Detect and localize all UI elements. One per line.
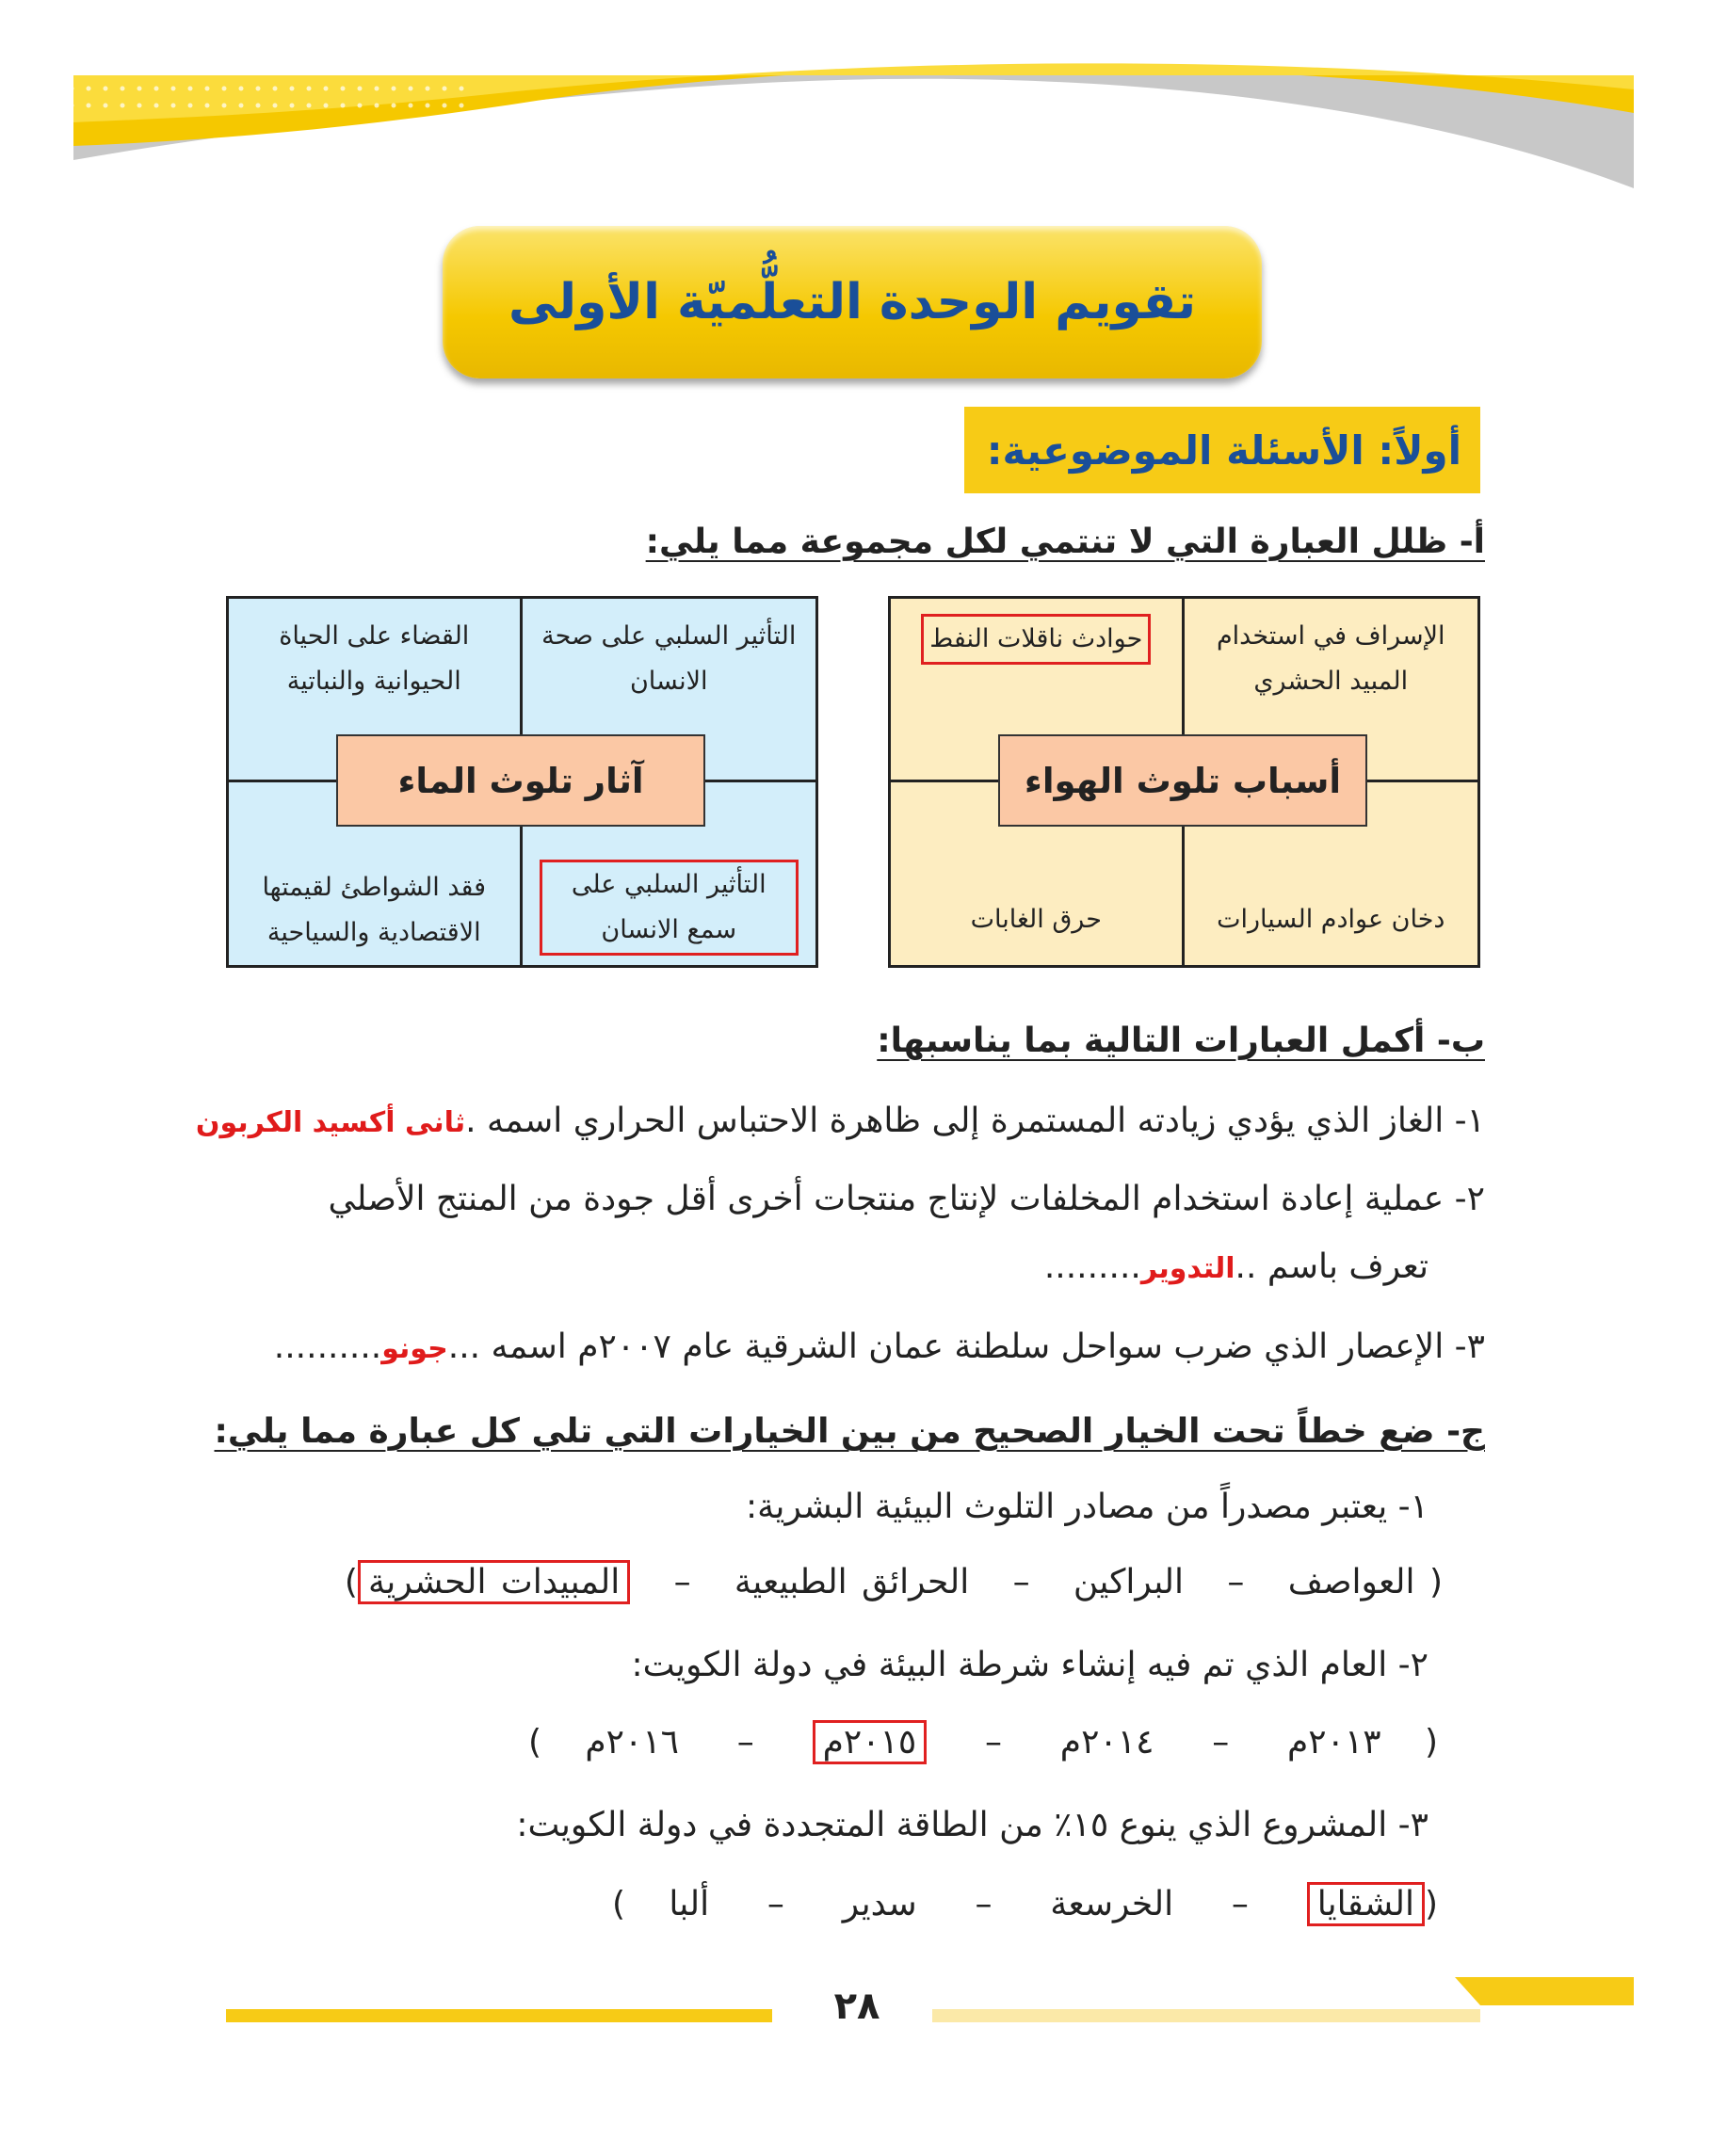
item3-dots: ..........: [273, 1327, 382, 1366]
question-b-heading: ب- أكمل العبارات التالية بما يناسبها:: [877, 1022, 1485, 1060]
question-b-item-2-line-1: ٢- عملية إعادة استخدام المخلفات لإنتاج منتجات أخرى أقل جودة من المنتج الأصلي: [328, 1180, 1485, 1218]
water-bottom-right-text: التأثير السلبي على سمع الانسان: [540, 860, 799, 956]
air-top-right-text: الإسراف في استخدام المبيد الحشري: [1216, 621, 1445, 696]
water-center-label: آثار تلوث الماء: [336, 734, 705, 827]
q2-option-1[interactable]: ٢٠١٣م: [1286, 1723, 1381, 1762]
page-number: ٢٨: [833, 1985, 880, 2028]
item2-prefix: تعرف باسم ..: [1235, 1247, 1429, 1286]
water-top-left-text: القضاء على الحياة الحيوانية والنباتية: [279, 621, 470, 696]
q1-option-2[interactable]: البراكين: [1073, 1563, 1185, 1601]
q1-option-1[interactable]: العواصف: [1287, 1563, 1415, 1601]
item3-text: ٣- الإعصار الذي ضرب سواحل سلطنة عمان الشرقية عام ٢٠٠٧م اسمه ...: [447, 1327, 1485, 1366]
question-c-1: ١- يعتبر مصدراً من مصادر التلوث البيئية البشرية:: [746, 1488, 1429, 1526]
question-c-3: ٣- المشروع الذي ينوع ١٥٪ من الطاقة المتجددة في دولة الكويت:: [516, 1806, 1429, 1844]
water-top-right-text: التأثير السلبي على صحة الانسان: [541, 621, 797, 696]
question-c-2: ٢- العام الذي تم فيه إنشاء شرطة البيئة في دولة الكويت:: [631, 1646, 1429, 1684]
separator: –: [984, 1723, 1002, 1762]
section-heading: أولاً: الأسئلة الموضوعية:: [986, 426, 1461, 474]
section-heading-box: [964, 407, 1480, 493]
q1-option-4-selected[interactable]: المبيدات الحشرية: [358, 1560, 630, 1604]
separator: –: [1012, 1563, 1030, 1601]
item1-text: ١- الغاز الذي يؤدي زيادته المستمرة إلى ظاهرة الاحتباس الحراري اسمه .: [465, 1102, 1485, 1140]
air-bottom-right-text: دخان عوادم السيارات: [1217, 905, 1445, 934]
item1-answer: ثانى أكسيد الكربون: [195, 1106, 466, 1139]
air-top-left-text: حوادث ناقلات النفط: [921, 614, 1151, 665]
open-paren: (: [1424, 1723, 1438, 1762]
item2-answer: التدوير: [1140, 1252, 1235, 1285]
question-b-item-3: [274, 1327, 1485, 1366]
q3-option-3[interactable]: سدير: [842, 1885, 917, 1923]
separator: –: [1231, 1885, 1249, 1923]
header-decoration: [0, 0, 1711, 217]
page-title: تقويم الوحدة التعلُّميّة الأولى: [508, 274, 1197, 330]
question-b-item-1: [196, 1102, 1485, 1140]
separator: –: [1227, 1563, 1245, 1601]
air-bottom-left-text: حرق الغابات: [970, 905, 1102, 934]
question-b-item-2-line-2: [1044, 1247, 1429, 1286]
q2-option-2[interactable]: ٢٠١٤م: [1059, 1723, 1154, 1762]
q3-option-1-selected[interactable]: الشقايا: [1307, 1882, 1425, 1926]
close-paren: ): [527, 1723, 542, 1762]
open-paren: (: [1424, 1885, 1438, 1923]
q2-option-4[interactable]: ٢٠١٦م: [585, 1723, 679, 1762]
item3-answer: جونو: [381, 1332, 448, 1365]
q3-option-4[interactable]: ألبا: [669, 1885, 710, 1923]
item2-dots: .........: [1043, 1247, 1141, 1286]
question-a-heading: أ- ظلل العبارة التي لا تنتمي لكل مجموعة مما يلي:: [645, 523, 1485, 561]
q1-option-3[interactable]: الحرائق الطبيعية: [734, 1563, 970, 1601]
unit-title-banner: [443, 226, 1262, 378]
question-c-2-options: [528, 1723, 1438, 1762]
water-bottom-left-text: فقد الشواطئ لقيمتها الاقتصادية والسياحية: [262, 873, 487, 947]
question-c-1-options: [345, 1563, 1443, 1601]
question-c-3-options: [612, 1885, 1438, 1923]
open-paren: (: [1429, 1563, 1443, 1601]
separator: –: [975, 1885, 993, 1923]
question-c-heading: ج- ضع خطاً تحت الخيار الصحيح من بين الخيارات التي تلي كل عبارة مما يلي:: [214, 1412, 1485, 1451]
separator: –: [736, 1723, 754, 1762]
q3-option-2[interactable]: الخرسعة: [1050, 1885, 1174, 1923]
separator: –: [673, 1563, 691, 1601]
air-center-label: أسباب تلوث الهواء: [998, 734, 1367, 827]
q2-option-3-selected[interactable]: ٢٠١٥م: [813, 1720, 928, 1764]
separator: –: [1212, 1723, 1230, 1762]
separator: –: [767, 1885, 784, 1923]
close-paren: ): [344, 1563, 358, 1601]
close-paren: ): [611, 1885, 625, 1923]
